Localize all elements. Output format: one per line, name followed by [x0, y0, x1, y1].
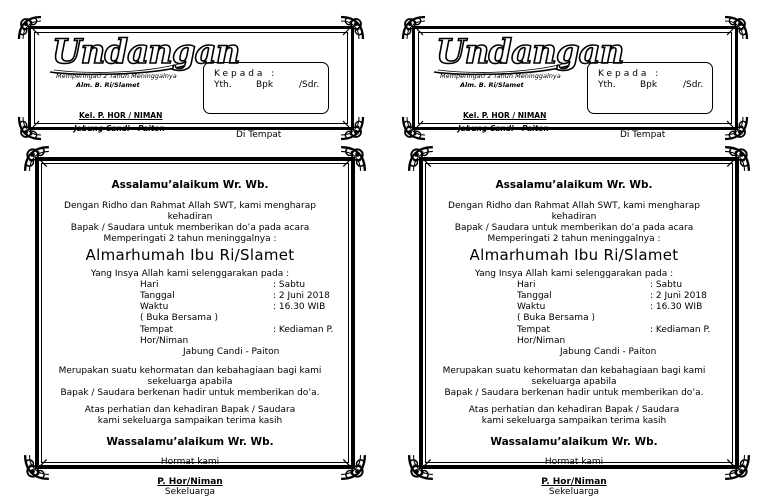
para1-line4: Memperingati 2 tahun meninggalnya : [103, 234, 277, 244]
para1-line1: Dengan Ridho dan Rahmat Allah SWT, kami mengharap [448, 201, 700, 211]
buka-bersama: ( Buka Bersama ) [140, 313, 218, 323]
para1-line4: Memperingati 2 tahun meninggalnya : [487, 234, 661, 244]
para1-line3: Bapak / Saudara untuk memberikan do’a pada acara [70, 223, 310, 233]
tempat-value: : Kediaman P. [650, 325, 711, 335]
para1-line2: kehadiran [167, 212, 213, 222]
yth-label: Yth. [214, 80, 232, 90]
memorial-line: Memperingati 2 Tahun Meninggalnya [56, 72, 177, 80]
tempat-label: Tempat [517, 325, 551, 335]
greeting: Assalamu’alaikum Wr. Wb. [111, 179, 269, 191]
tanggal-label: Tanggal [140, 291, 175, 301]
corner-ornament-icon [401, 115, 427, 141]
corner-ornament-icon [17, 15, 43, 41]
para2-line3: Bapak / Saudara berkenan hadir untuk memberikan do’a. [60, 388, 320, 398]
corner-ornament-icon [723, 145, 751, 173]
bpk-label: Bpk [640, 80, 658, 90]
kepada-label: Kepada : [214, 69, 278, 79]
para3-line1: Atas perhatian dan kehadiran Bapak / Saudara [468, 405, 680, 415]
signature-name: P. Hor/Niman [541, 477, 607, 487]
waktu-value: : 16.30 WIB [650, 302, 703, 312]
corner-ornament-icon [723, 15, 749, 41]
tempat-cont: Hor/Niman [517, 336, 566, 346]
corner-ornament-icon [339, 15, 365, 41]
corner-ornament-icon [339, 115, 365, 141]
hari-label: Hari [140, 280, 159, 290]
para1-line3: Bapak / Saudara untuk memberikan do’a pada acara [454, 223, 694, 233]
buka-bersama: ( Buka Bersama ) [517, 313, 595, 323]
tempat-cont: Hor/Niman [140, 336, 189, 346]
family-location: Jabung Candi - Paiton [458, 124, 549, 133]
hormat-kami: Hormat kami [160, 457, 220, 467]
para1-line1: Dengan Ridho dan Rahmat Allah SWT, kami mengharap [64, 201, 316, 211]
undangan-logo: Undangan [430, 30, 578, 76]
tanggal-value: : 2 Juni 2018 [273, 291, 330, 301]
family-name: Kel. P. HOR / NIMAN [463, 111, 547, 120]
bpk-label: Bpk [256, 80, 274, 90]
address-box [203, 62, 329, 114]
para2-line1: Merupakan suatu kehormatan dan kebahagiaan bagi kami [442, 366, 706, 376]
hari-value: : Sabtu [273, 280, 306, 290]
deceased-name: Almarhumah Ibu Ri/Slamet [469, 246, 679, 264]
corner-ornament-icon [401, 15, 427, 41]
tempat-place: Jabung Candi - Paiton [183, 347, 280, 357]
address-box [587, 62, 713, 114]
undangan-logo: Undangan [46, 30, 194, 76]
corner-ornament-icon [407, 145, 435, 173]
family-location: Jabung Candi - Paiton [74, 124, 165, 133]
para2-line2: sekeluarga apabila [531, 377, 617, 387]
waktu-label: Waktu [140, 302, 169, 312]
signature-name: P. Hor/Niman [157, 477, 223, 487]
corner-ornament-icon [723, 115, 749, 141]
corner-ornament-icon [23, 145, 51, 173]
di-tempat: Di Tempat [236, 130, 282, 140]
tempat-value: : Kediaman P. [273, 325, 334, 335]
family-name: Kel. P. HOR / NIMAN [79, 111, 163, 120]
hari-value: : Sabtu [650, 280, 683, 290]
para1-line2: kehadiran [551, 212, 597, 222]
corner-ornament-icon [339, 453, 367, 481]
memorial-line: Memperingati 2 Tahun Meninggalnya [440, 72, 561, 80]
deceased-short: Alm. B. Ri/Slamet [76, 81, 140, 89]
tanggal-value: : 2 Juni 2018 [650, 291, 707, 301]
greeting: Assalamu’alaikum Wr. Wb. [495, 179, 653, 191]
signature-family: Sekeluarga [164, 487, 216, 497]
tempat-place: Jabung Candi - Paiton [560, 347, 657, 357]
hari-label: Hari [517, 280, 536, 290]
para3-line1: Atas perhatian dan kehadiran Bapak / Saudara [84, 405, 296, 415]
yth-label: Yth. [598, 80, 616, 90]
deceased-short: Alm. B. Ri/Slamet [460, 81, 524, 89]
di-tempat: Di Tempat [620, 130, 666, 140]
signature-family: Sekeluarga [548, 487, 600, 497]
corner-ornament-icon [17, 115, 43, 141]
para3-line2: kami sekeluarga sampaikan terima kasih [97, 416, 283, 426]
sdr-label: /Sdr. [683, 80, 704, 90]
corner-ornament-icon [339, 145, 367, 173]
tempat-label: Tempat [140, 325, 174, 335]
waktu-value: : 16.30 WIB [273, 302, 326, 312]
invitation-card-right [384, 0, 768, 501]
sdr-label: /Sdr. [299, 80, 320, 90]
schedule-intro: Yang Insya Allah kami selenggarakan pada : [90, 269, 290, 279]
corner-ornament-icon [723, 453, 751, 481]
kepada-label: Kepada : [598, 69, 662, 79]
closing: Wassalamu’alaikum Wr. Wb. [490, 436, 658, 448]
para2-line2: sekeluarga apabila [147, 377, 233, 387]
hormat-kami: Hormat kami [544, 457, 604, 467]
closing: Wassalamu’alaikum Wr. Wb. [106, 436, 274, 448]
schedule-intro: Yang Insya Allah kami selenggarakan pada : [474, 269, 674, 279]
tanggal-label: Tanggal [517, 291, 552, 301]
para2-line3: Bapak / Saudara berkenan hadir untuk memberikan do’a. [444, 388, 704, 398]
waktu-label: Waktu [517, 302, 546, 312]
para2-line1: Merupakan suatu kehormatan dan kebahagiaan bagi kami [58, 366, 322, 376]
para3-line2: kami sekeluarga sampaikan terima kasih [481, 416, 667, 426]
deceased-name: Almarhumah Ibu Ri/Slamet [85, 246, 295, 264]
